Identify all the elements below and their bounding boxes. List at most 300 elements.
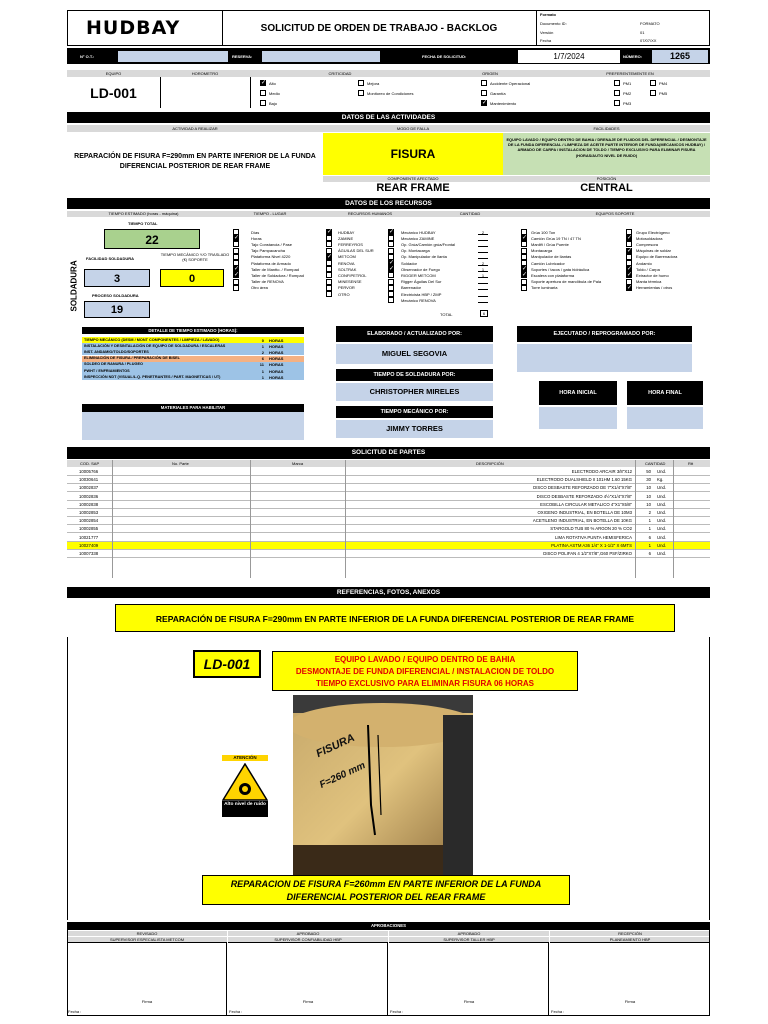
detalle-unit-4: HORAS (269, 362, 284, 368)
rrhh2-qty-6[interactable]: 1 (478, 267, 488, 272)
lugar-label-4: Plataforma Nivel 4220 (251, 254, 291, 260)
equipos1-checkbox-1[interactable]: ✓ (522, 235, 528, 242)
equipos2-checkbox-7[interactable]: ✓ (627, 272, 633, 279)
rrhh2-qty-10[interactable] (478, 292, 488, 297)
pref-label-4: PM3 (623, 101, 632, 106)
criticidad-label-3: Mejora (367, 81, 380, 86)
hora-inicial-input[interactable] (539, 407, 617, 429)
col-desc: DESCRIPCIÓN (476, 461, 504, 466)
rrhh2-label-6: Observador de Fuego (401, 266, 440, 272)
cell-desc: ACETILENO INDUSTRIAL, EN BOTELLA DE 10KG (532, 518, 632, 524)
detalle-val-5: 1 (261, 368, 264, 374)
cell-qty: 1 (648, 542, 651, 548)
rrhh2-qty-3[interactable] (478, 248, 488, 253)
equipos2-label-0: Grupo Electrógeno (636, 229, 670, 235)
form-title: SOLICITUD DE ORDEN DE TRABAJO - BACKLOG (260, 23, 498, 34)
cell-sap: 10021777 (79, 534, 99, 540)
lugar-checkbox-9[interactable] (233, 285, 239, 291)
cell-unit: Und. (657, 510, 667, 515)
origen-label-0: Accidente Operacional (490, 81, 531, 86)
detalle-val-3: 6 (261, 356, 264, 362)
equipos1-label-7: Escalera con plataforma (531, 272, 575, 278)
alto-nivel-label: Alto nivel de ruido (224, 802, 266, 807)
refs-bar: REFERENCIAS, FOTOS, ANEXOS (67, 587, 710, 598)
cell-unit: Und. (657, 551, 667, 556)
rrhh2-checkbox-7[interactable] (388, 272, 394, 278)
equipos2-checkbox-6[interactable]: ✓ (627, 266, 633, 273)
photo-label-fisura: FISURA (314, 731, 357, 761)
rrhh2-label-3: Op. Montacarga (401, 248, 430, 254)
lugar-checkbox-1[interactable]: ✓ (234, 235, 240, 242)
table-row (67, 484, 710, 492)
pref-checkbox-4[interactable] (614, 100, 620, 106)
equipos1-checkbox-5[interactable] (521, 260, 527, 266)
rrhh1-checkbox-0[interactable]: ✓ (327, 229, 333, 235)
equipos2-label-5: Andamio (636, 260, 652, 266)
cell-sap: 10002838 (79, 501, 99, 507)
pref-checkbox-2[interactable] (614, 90, 620, 96)
lugar-checkbox-8[interactable] (233, 279, 239, 285)
col-sap: COD. SAP (80, 461, 100, 466)
comp-label: COMPONENTE AFECTADO (387, 176, 439, 181)
fac-sold-label: FACILIDAD SOLDADURA (86, 256, 134, 261)
note1: EQUIPO LAVADO / EQUIPO DENTRO DE BAHIA (334, 655, 516, 664)
equipos2-label-9: Herramientas / otros (636, 285, 673, 291)
cell-unit: Und. (657, 542, 667, 548)
detalle-unit-3: HORAS (269, 356, 284, 362)
detalle-unit-6: HORAS (269, 374, 284, 380)
rrhh1-label-7: CONFIPETROL (338, 272, 367, 278)
sold-label: TIEMPO DE SOLDADURA POR: (336, 369, 493, 381)
detalle-label-1: INSTALACIÓN Y DESINTALACIÓN DE EQUIPO DE SOLDADURA / ESCALERAS (84, 343, 226, 348)
materiales-box[interactable] (82, 412, 304, 440)
rrhh2-label-7: RIGGER METCOM (401, 272, 436, 278)
equipos1-checkbox-3[interactable] (521, 248, 527, 254)
equipo-label: EQUIPO (105, 71, 122, 76)
aprob-firma-2: Firma (463, 999, 475, 1004)
equipo-value: LD-001 (90, 85, 137, 101)
criticidad-checkbox-2[interactable] (260, 100, 266, 106)
lugar-checkbox-0[interactable] (233, 229, 239, 235)
partes-bar: SOLICITUD DE PARTES (67, 447, 710, 459)
rrhh2-label-10: Electricista HBP / ZMP (401, 291, 442, 297)
hora-inicial: HORA INICIAL (539, 381, 617, 405)
total-label: TOTAL (440, 312, 453, 317)
rrhh2-qty-5[interactable]: 2 (478, 261, 488, 266)
detalle-label-4: SOLDEO DE RANURA / PLUGEO (84, 362, 143, 367)
rrhh1-label-4: METCOM (338, 254, 356, 260)
equipos2-checkbox-4[interactable] (626, 254, 632, 260)
cell-qty: 10 (646, 493, 651, 499)
rrhh1-checkbox-10[interactable] (326, 291, 332, 297)
cell-sap: 10002854 (79, 518, 99, 524)
lugar-label-9: Otro área (251, 285, 268, 291)
col-divider (673, 460, 674, 578)
rrhh2-qty-9[interactable] (478, 285, 488, 290)
numero-value[interactable]: 1265 (652, 50, 708, 63)
cell-sap: 10002853 (79, 510, 99, 515)
fecha-label: Fecha (540, 38, 552, 43)
rrhh2-checkbox-11[interactable] (388, 297, 394, 303)
rrhh2-qty-7[interactable]: 1 (478, 273, 488, 278)
equipos2-checkbox-1[interactable]: ✓ (627, 235, 633, 242)
cell-qty: 10 (646, 485, 651, 491)
rrhh2-qty-4[interactable] (478, 254, 488, 259)
company-logo: HUDBAY (86, 17, 181, 39)
pref-checkbox-0[interactable] (614, 80, 620, 86)
equipos2-checkbox-8[interactable] (626, 279, 632, 285)
table-row (67, 542, 710, 550)
rrhh2-qty-8[interactable] (478, 279, 488, 284)
partes-header (67, 460, 710, 467)
criticidad-checkbox-4[interactable] (358, 90, 364, 96)
fecha-sol-value[interactable]: 1/7/2024 (518, 50, 620, 63)
table-row (67, 501, 710, 509)
cell-sap: 10002837 (79, 485, 99, 491)
aprob-fecha-2: Fecha : (390, 1009, 404, 1014)
rrhh2-checkbox-4[interactable] (388, 254, 394, 260)
pref-checkbox-3[interactable] (650, 90, 656, 96)
detalle-val-2: 2 (261, 349, 264, 355)
cell-qty: 30 (646, 477, 651, 483)
equipos2-checkbox-3[interactable]: ✓ (627, 247, 633, 254)
equipos1-checkbox-6[interactable]: ✓ (522, 266, 528, 273)
fecha-sol-label: FECHA DE SOLICITUD: (422, 54, 467, 59)
cell-qty: 1 (648, 526, 651, 532)
warning-icon (222, 763, 268, 801)
rrhh1-label-1: ZAMINE (338, 235, 354, 241)
criticidad-checkbox-0[interactable]: ✓ (261, 80, 267, 86)
rrhh2-qty-11[interactable] (478, 298, 488, 303)
rrhh2-label-0: Mecánico HUDBAY (401, 229, 436, 235)
col-divider (112, 460, 113, 578)
equipos2-checkbox-5[interactable] (626, 260, 632, 266)
cell-sap: 10007338 (79, 551, 99, 556)
equipos2-checkbox-2[interactable] (626, 241, 632, 247)
pref-label-3: PM5 (659, 91, 668, 96)
rrhh2-label-8: Rigger Águilas Del Sur (401, 279, 442, 285)
cell-desc: STARGOLD TUB 80 % ARGON 20 % CO2 (550, 526, 632, 532)
table-row (67, 468, 710, 476)
aprob-fecha-3: Fecha : (551, 1009, 565, 1014)
equipos1-checkbox-4[interactable] (521, 254, 527, 260)
version-label: Versión (540, 30, 554, 35)
equipos1-checkbox-0[interactable] (521, 229, 527, 235)
ld-tag: LD-001 (193, 650, 261, 678)
pos-label: POSICIÓN (596, 176, 617, 181)
aprob-head-2: APROBADO (389, 931, 549, 936)
col-rtt: Rtt (688, 461, 694, 466)
aprob-head-3: RECEPCIÓN (550, 931, 710, 936)
detalle-label-6: INSPECCIÓN NDT (VISUAL/L.Q. PENETRANTES / PART. MAGNETICAS / UT) (84, 374, 221, 379)
detalle-val-0: 0 (261, 337, 264, 343)
horometro-input[interactable] (161, 78, 249, 107)
horometro-label: HOROMETRO (191, 71, 219, 76)
tiempo-total-value: 22 (104, 229, 200, 249)
equipos1-checkbox-8[interactable] (521, 279, 527, 285)
equipos2-label-8: Manta térmica (636, 279, 662, 285)
lugar-label-1: Horas (251, 235, 262, 241)
rrhh1-label-10: OTRO (338, 291, 350, 297)
materiales-label: MATERIALES PARA HABILITAR (82, 404, 304, 412)
rrhh2-label-9: Barrenador (401, 285, 422, 291)
aprob-firma-3: Firma (624, 999, 636, 1004)
lugar-checkbox-6[interactable]: ✓ (234, 266, 240, 273)
rrhh1-checkbox-8[interactable] (326, 279, 332, 285)
cantidad-label: CANTIDAD (459, 211, 481, 216)
col-cantidad: CANTIDAD (645, 461, 666, 466)
equipos1-checkbox-2[interactable] (521, 241, 527, 247)
equipos2-label-4: Equipo de Barrenadora (636, 254, 678, 260)
equipos1-label-8: Soporte apertura de mandíbula de Pala (531, 279, 602, 285)
criticidad-label-1: Medio (269, 91, 280, 96)
rrhh1-label-3: ÁGUILAS DEL SUR (338, 248, 374, 254)
formato-label: Formato (540, 12, 556, 17)
col-divider (250, 460, 251, 578)
rrhh2-checkbox-6[interactable]: ✓ (389, 266, 395, 273)
cell-sap: 10030641 (79, 477, 99, 483)
rrhh2-checkbox-1[interactable] (388, 235, 394, 241)
cell-unit: Kg. (657, 477, 664, 483)
rrhh1-label-5: RENOVA (338, 260, 355, 266)
rrhh2-label-2: Op. Grúa/Camión grúa/Frontal (401, 241, 456, 247)
origen-checkbox-1[interactable] (481, 90, 487, 96)
cell-unit: Und. (657, 469, 667, 474)
rrhh2-checkbox-0[interactable]: ✓ (389, 229, 395, 235)
note3: TIEMPO EXCLUSIVO PARA ELIMINAR FISURA 06 HORAS (316, 679, 534, 688)
hora-final: HORA FINAL (627, 381, 703, 405)
rrhh2-checkbox-3[interactable] (388, 248, 394, 254)
cell-desc: ELECTRODO DUALSHIELD II 101HM 1.60 15KG (536, 477, 632, 483)
rrhh2-checkbox-2[interactable] (388, 241, 394, 247)
aprob-head-1: APROBADO (228, 931, 388, 936)
rrhh1-label-8: MINESENSE (338, 279, 362, 285)
rrhh1-checkbox-3[interactable] (326, 248, 332, 254)
lugar-checkbox-2[interactable] (233, 241, 239, 247)
rrhh1-checkbox-7[interactable] (326, 272, 332, 278)
cell-unit: Und. (657, 501, 667, 507)
origen-checkbox-0[interactable] (481, 80, 487, 86)
lugar-label-7: Taller de Soldadura / Rompad (251, 272, 304, 278)
rrhh1-checkbox-6[interactable] (326, 266, 332, 272)
cell-sap: 10002855 (79, 526, 99, 532)
cell-desc: DISCO DESBASTE REFORZADO 4½"X1/4"X7/8" (536, 493, 632, 499)
rrhh2-checkbox-8[interactable] (388, 279, 394, 285)
cell-desc: ELECTRODO ARCAIR 3/8"X12 (571, 469, 632, 474)
rrhh2-qty-1[interactable] (478, 236, 488, 241)
equipos1-checkbox-9[interactable] (521, 285, 527, 291)
equipos2-label-7: Extractor de humo (636, 272, 669, 278)
aprob-sub-0: SUPERVISOR ESPECIALISTA METCOM (67, 937, 227, 943)
criticidad-checkbox-1[interactable] (260, 90, 266, 96)
cell-qty: 2 (648, 510, 651, 515)
fac-sold-value: 3 (84, 269, 150, 287)
cell-unit: Und. (657, 526, 667, 532)
cell-desc: LIMA ROTATIVA PUNTA HEMISFERICA (554, 534, 632, 540)
cell-desc: DISCO DESBASTE REFORZADO DE 7"X1/4"X7/8" (533, 485, 632, 491)
rrhh2-checkbox-9[interactable] (388, 285, 394, 291)
rrhh1-label-6: SOLTRAK (338, 266, 357, 272)
table-row (67, 476, 710, 484)
doc-id-label: Documento ID: (540, 21, 567, 26)
detalle-unit-5: HORAS (269, 368, 284, 374)
soldadura-vertical: SOLDADURA (69, 260, 79, 312)
equipos2-label-2: Compresora (636, 241, 659, 247)
refs-banner: REPARACIÓN DE FISURA F=290mm EN PARTE INFERIOR DE LA FUNDA DIFERENCIAL POSTERIOR DE REAR FRAME (115, 604, 675, 632)
table-row (67, 534, 710, 542)
equipos1-label-0: Grúa 100 Ton (531, 229, 556, 235)
lugar-label-2: Tajo Constancia / Pase (251, 241, 292, 247)
actividades-bar: DATOS DE LAS ACTIVIDADES (67, 112, 710, 123)
version: 01 (640, 30, 645, 35)
actividad-label: ACTIVIDAD A REALIZAR (172, 126, 218, 131)
detalle-label-3: ELIMINACIÓN DE FISURA / PREPARACIÓN DE BISEL (84, 356, 180, 361)
detalle-val-6: 1 (261, 374, 264, 380)
equipos2-label-6: Toldo / Carpa (636, 266, 660, 272)
origen-label: ORIGEN (482, 71, 498, 76)
table-row (67, 550, 710, 558)
equipos1-label-1: Camión Grúa 19 TN / 47 TN (531, 235, 581, 241)
cell-qty: 10 (646, 501, 651, 507)
lugar-label-5: Plataforma de Armado (251, 260, 291, 266)
lugar-checkbox-3[interactable] (233, 248, 239, 254)
numero-label: NÚMERO: (623, 54, 643, 59)
cell-desc: PLATINA ASTM A36 1/4" X 1-1/2" X 6MTS (551, 542, 632, 548)
lugar-checkbox-7[interactable]: ✓ (234, 272, 240, 279)
proceso-label: PROCESO SOLDADURA (92, 293, 139, 298)
pref-label-2: PM2 (623, 91, 632, 96)
modo-label: MODO DE FALLA (396, 126, 430, 131)
pref-label-0: PM1 (623, 81, 632, 86)
cell-desc: OXIGENO INDUSTRIAL, EN BOTELLA DE 10M3 (537, 510, 632, 515)
cell-unit: Und. (657, 493, 667, 499)
elab-value: MIGUEL SEGOVIA (336, 344, 493, 364)
ejec-value[interactable] (517, 344, 692, 372)
modo-falla-value: FISURA (323, 133, 503, 175)
aprob-head-0: REVISADO (67, 931, 227, 936)
criticidad-checkbox-3[interactable] (358, 80, 364, 86)
table-row (67, 509, 710, 517)
equipos2-checkbox-9[interactable]: ✓ (627, 284, 633, 291)
pref-label: PREFERENTEMENTE EN (606, 71, 654, 76)
aprob-fecha-0: Fecha : (68, 1009, 82, 1014)
table-row (67, 493, 710, 501)
aprob-sub-1: SUPERVISOR CONFIABILIDAD HBP (228, 937, 388, 943)
ot-input[interactable] (118, 51, 228, 62)
origen-label-2: Mantenimiento (490, 101, 517, 106)
col-divider (635, 460, 636, 578)
detalle-unit-2: HORAS (269, 349, 284, 355)
cell-desc: DISCO POLIFAN 4 1/2"X7/8",G60 PSF/ZIRKO (543, 551, 632, 556)
detalle-label-5: PWHT / ENFRIAMIENTOS (84, 368, 130, 373)
rrhh1-checkbox-9[interactable] (326, 285, 332, 291)
rrhh1-checkbox-2[interactable] (326, 241, 332, 247)
table-row (67, 525, 710, 533)
cell-qty: 6 (648, 551, 651, 556)
detalle-val-1: 1 (261, 343, 264, 349)
pref-checkbox-1[interactable] (650, 80, 656, 86)
atencion-label: ATENCIÓN (222, 755, 268, 761)
equipos1-label-9: Torre luminaria (531, 285, 558, 291)
lugar-checkbox-5[interactable] (233, 260, 239, 266)
rrhh-label: RECURSOS HUMANOS (347, 211, 393, 216)
rrhh1-label-9: PERVOR (338, 285, 355, 291)
cell-unit: Und. (657, 534, 667, 540)
cell-desc: ESCOBILLA CIRCULAR METALICO 4"X1"X5/8" (540, 501, 632, 507)
criticidad-label-4: Monitoreo de Condiciones (367, 91, 414, 96)
caption: REPARACION DE FISURA F=260mm EN PARTE INFERIOR DE LA FUNDA DIFERENCIAL POSTERIOR DEL REAR FRAME (202, 875, 570, 905)
detalle-val-4: 11 (259, 362, 264, 368)
rrhh1-label-0: HUDBAY (338, 229, 355, 235)
rrhh2-checkbox-5[interactable]: ✓ (389, 260, 395, 266)
rrhh2-label-1: Mecánico ZAMINE (401, 235, 435, 241)
ot-label: N° O.T.: (80, 54, 95, 59)
comp-value: REAR FRAME (376, 182, 450, 194)
doc-id: FORMATO (640, 21, 660, 26)
equipos1-label-3: Montacarga (531, 248, 553, 254)
table-row (67, 517, 710, 525)
actividad-text: REPARACIÓN DE FISURA F=290mm EN PARTE INFERIOR DE LA FUNDA DIFERENCIAL POSTERIOR DE REAR FRAME (74, 153, 316, 170)
equipos2-checkbox-0[interactable] (626, 229, 632, 235)
equipos1-label-5: Camión Lubricador (531, 260, 565, 266)
equipos1-label-2: Manlift / Grúa Puente (531, 241, 569, 247)
rrhh2-qty-2[interactable] (478, 242, 488, 247)
aprob-frame (67, 922, 710, 1016)
rrhh2-label-11: Mecánico RENOVA (401, 297, 436, 303)
equipos1-label-4: Manipulador de llantas (531, 254, 572, 260)
cell-sap: 10027409 (79, 542, 99, 548)
detalle-unit-1: HORAS (269, 343, 284, 349)
rrhh2-qty-0[interactable]: 2 (478, 230, 488, 235)
facilidades-label: FACILIDADES (593, 126, 620, 131)
lugar-label-6: Taller de Mantto. / Rompad (251, 266, 300, 272)
hora-final-input[interactable] (627, 407, 703, 429)
reserva-input[interactable] (262, 51, 380, 62)
proceso-value: 19 (84, 301, 150, 318)
reserva-label: RESERVA: (232, 54, 253, 59)
equipos2-label-1: Motosoldadora (636, 235, 663, 241)
origen-label-1: Garantía (490, 91, 506, 96)
total-value: 6 (480, 310, 488, 317)
aprob-firma-0: Firma (141, 999, 153, 1004)
rrhh1-checkbox-1[interactable] (326, 235, 332, 241)
col-marca: Marca (292, 461, 304, 466)
aprob-sub-3: PLANEAMIENTO HBP (550, 937, 710, 943)
rrhh2-checkbox-10[interactable] (388, 291, 394, 297)
detalle-unit-0: HORAS (269, 337, 284, 343)
detalle-label-0: TIEMPO MECÁNICO (DESM / MONT COMPONENTES / LIMPIEZA / LAVADO) (84, 337, 220, 342)
criticidad-label-0: Alto (269, 81, 276, 86)
pref-label-1: PM4 (659, 81, 668, 86)
pos-value: CENTRAL (580, 182, 633, 194)
criticidad-label-2: Bajo (269, 101, 278, 106)
rrhh1-checkbox-4[interactable]: ✓ (327, 253, 333, 260)
sold-value: CHRISTOPHER MIRELES (336, 383, 493, 401)
equipos1-label-6: Soportes / tacos / gata hidráulica (531, 266, 590, 272)
lugar-checkbox-4[interactable] (233, 254, 239, 260)
equipos1-checkbox-7[interactable]: ✓ (522, 272, 528, 279)
col-parte: No. Parte (172, 461, 189, 466)
tiempo-lugar-label: TIEMPO - LUGAR (253, 211, 287, 216)
rrhh1-checkbox-5[interactable] (326, 260, 332, 266)
cell-sap: 10002836 (79, 493, 99, 499)
equipos-label: EQUIPOS SOPORTE (595, 211, 635, 216)
origen-checkbox-2[interactable]: ✓ (482, 100, 488, 106)
tiempo-mec-value: 0 (160, 269, 224, 287)
aprob-bar: APROBACIONES (67, 922, 710, 930)
aprob-sub-2: SUPERVISOR TALLER HBP (389, 937, 549, 943)
aprob-firma-1: Firma (302, 999, 314, 1004)
